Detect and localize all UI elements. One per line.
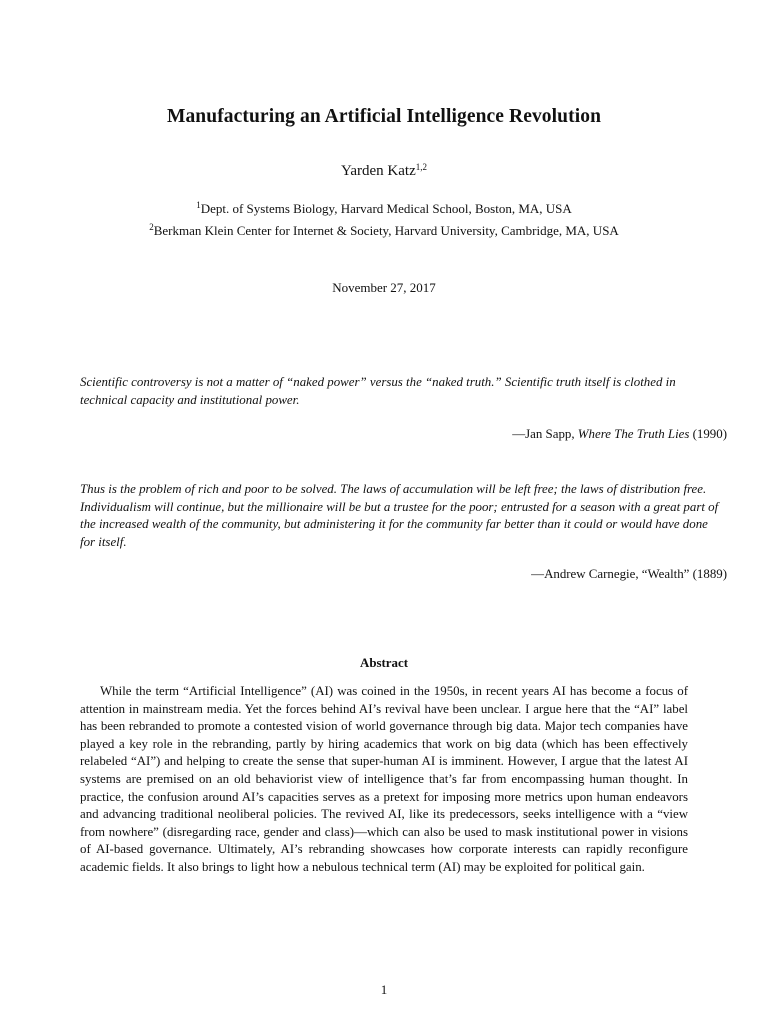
epigraph-1-quote: Scientific controversy is not a matter of “naked power” versus the “naked truth.” Scientific truth itself is clothed in technical capacity and institutional power. <box>80 375 676 407</box>
page-number: 1 <box>380 982 388 997</box>
epigraph-1-attribution-prefix: —Jan Sapp, <box>512 427 578 441</box>
abstract-body: While the term “Artificial Intelligence” (AI) was coined in the 1950s, in recent years AI has become a focus of attention in mainstream media. Yet the forces behind AI’s revival have been unclear. I argue here that the “AI” label has been rebranded to promote a contested vision of world governance through big data. Major tech companies have played a key role in the rebranding, partly by hiring academics that work on big data (which has been effectively relabeled “AI”) and helping to create the sense that super-human AI is imminent. However, I argue that the latest AI systems are premised on an old behaviorist view of intelligence that’s far from encompassing human thought. In practice, the confusion around AI’s capacities serves as a pretext for imposing more metrics upon human endeavors and advancing traditional neoliberal policies. The revived AI, like its predecessors, seeks intelligence with a “view from nowhere” (disregarding race, gender and class)—which can also be used to mask institutional power in visions of AI-based governance. Ultimately, AI’s rebranding showcases how corporate interests can rapidly reconfigure academic fields. It also brings to light how a nebulous technical term (AI) may be exploited for political gain. <box>80 684 688 874</box>
abstract-heading: Abstract <box>360 656 408 670</box>
affiliation-1 <box>0 201 768 217</box>
paper-title: Manufacturing an Artificial Intelligence Revolution <box>166 106 602 127</box>
author-affiliation-marks: 1,2 <box>415 162 427 172</box>
affiliation-2-mark: 2 <box>149 222 154 232</box>
epigraph-1-attribution-suffix: (1990) <box>689 427 727 441</box>
affiliation-2-text: Berkman Klein Center for Internet & Society, Harvard University, Cambridge, MA, USA <box>153 223 619 238</box>
epigraph-2-quote: Thus is the problem of rich and poor to be solved. The laws of accumulation will be left free; the laws of distribution free. Individualism will continue, but the millionaire will be but a trustee for the poor; entrusted for a season with a great part of the increased wealth of the community, but administering it for the community far better than it could or would have done for itself. <box>80 482 719 549</box>
affiliation-1-mark: 1 <box>196 200 201 210</box>
epigraph-2-attribution: —Andrew Carnegie, “Wealth” (1889) <box>531 567 727 581</box>
author-name: Yarden Katz <box>341 163 416 179</box>
author-line <box>0 163 768 180</box>
affiliation-2 <box>0 223 768 239</box>
affiliation-1-text: Dept. of Systems Biology, Harvard Medical School, Boston, MA, USA <box>200 201 572 216</box>
epigraph-1-attribution <box>512 427 727 442</box>
epigraph-1-attribution-work: Where The Truth Lies <box>577 427 690 441</box>
publication-date: November 27, 2017 <box>332 280 436 295</box>
